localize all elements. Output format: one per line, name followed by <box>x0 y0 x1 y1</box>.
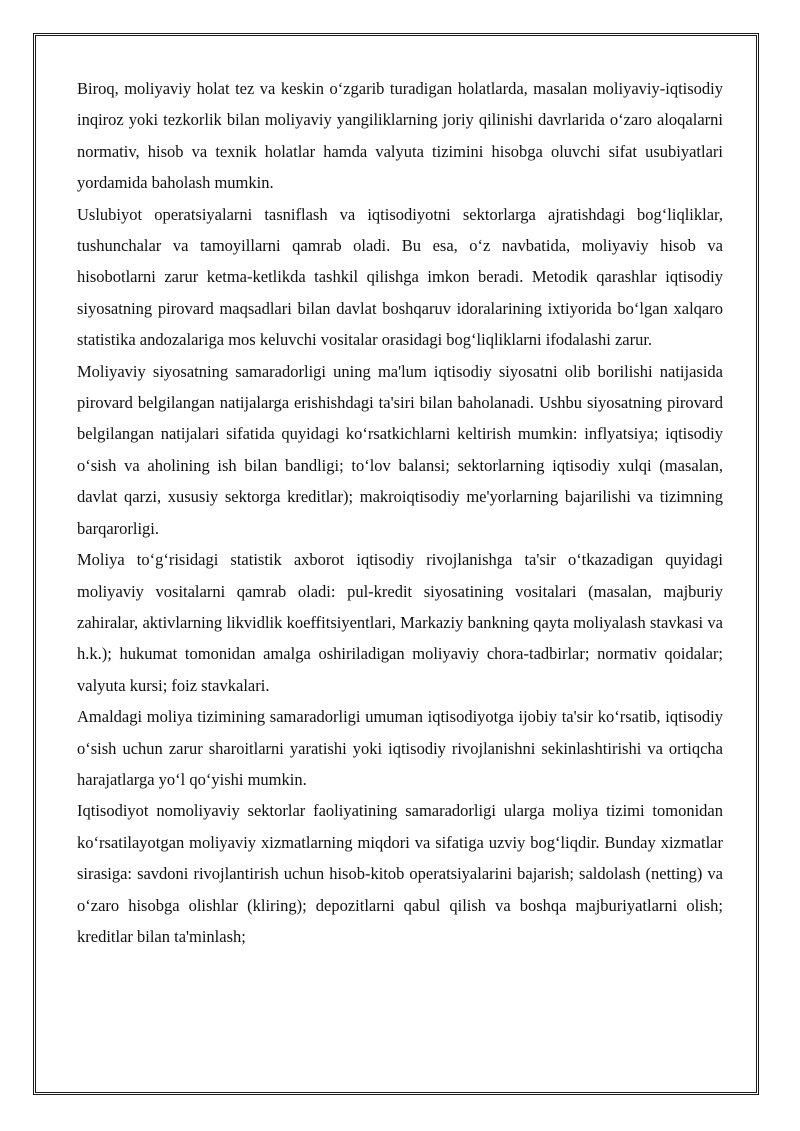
paragraph-1: Biroq, moliyaviy holat tez va keskin o‘zgarib turadigan holatlarda, masalan moliyaviy-iqtisodiy inqiroz yoki tezkorlik bilan moliyaviy yangiliklarning joriy qilinishi davrlarida o‘zaro aloqalarni normativ, hisob va texnik holatlar hamda valyuta tizimini hisobga oluvchi sifat usubiyatlari yordamida baholash mumkin. <box>77 79 723 193</box>
paragraph-4: Moliya to‘g‘risidagi statistik axborot iqtisodiy rivojlanishga ta'sir o‘tkazadigan quyidagi moliyaviy vositalarni qamrab oladi: pul-kredit siyosatining vositalari (masalan, majburiy zahiralar, aktivlarning likvidlik koeffitsiyentlari, Markaziy bankning qayta moliyalash stavkasi va h.k.); hukumat tomonidan amalga oshiriladigan moliyaviy chora-tadbirlar; normativ qoidalar; valyuta kursi; foiz stavkalari. <box>77 550 723 695</box>
document-body <box>77 73 723 952</box>
paragraph-3: Moliyaviy siyosatning samaradorligi uning ma'lum iqtisodiy siyosatni olib borilishi natijasida pirovard belgilangan natijalarga erishishdagi ta'siri bilan baholanadi. Ushbu siyosatning pirovard belgilangan natijalari sifatida quyidagi ko‘rsatkichlarni keltirish mumkin: inflyatsiya; iqtisodiy o‘sish va aholining ish bilan bandligi; to‘lov balansi; sektorlarning iqtisodiy xulqi (masalan, davlat qarzi, xususiy sektorga kreditlar); makroiqtisodiy me'yorlarning bajarilishi va tizimning barqarorligi. <box>77 361 723 538</box>
paragraph-6: Iqtisodiyot nomoliyaviy sektorlar faoliyatining samaradorligi ularga moliya tizimi tomonidan ko‘rsatilayotgan moliyaviy xizmatlarning miqdori va sifatiga uzviy bog‘liqdir. Bunday xizmatlar sirasiga: savdoni rivojlantirish uchun hisob-kitob operatsiyalarini bajarish; saldolash (netting) va o‘zaro hisobga olishlar (kliring); depozitlarni qabul qilish va boshqa majburiyatlarni olish; kreditlar bilan ta'minlash; <box>77 801 723 946</box>
paragraph-2: Uslubiyot operatsiyalarni tasniflash va iqtisodiyotni sektorlarga ajratishdagi bog‘liqliklar, tushunchalar va tamoyillarni qamrab oladi. Bu esa, o‘z navbatida, moliyaviy hisob va hisobotlarni zarur ketma-ketlikda tashkil qilishga imkon beradi. Metodik qarashlar iqtisodiy siyosatning pirovard maqsadlari bilan davlat boshqaruv idoralarining ixtiyorida bo‘lgan xalqaro statistika andozalariga mos keluvchi vositalar orasidagi bog‘liqliklarni ifodalashi zarur. <box>77 204 723 350</box>
paragraph-5: Amaldagi moliya tizimining samaradorligi umuman iqtisodiyotga ijobiy ta'sir ko‘rsatib, iqtisodiy o‘sish uchun zarur sharoitlarni yaratishi yoki iqtisodiy rivojlanishni sekinlashtirishi va ortiqcha harajatlarga yo‘l qo‘yishi mumkin. <box>77 707 723 789</box>
